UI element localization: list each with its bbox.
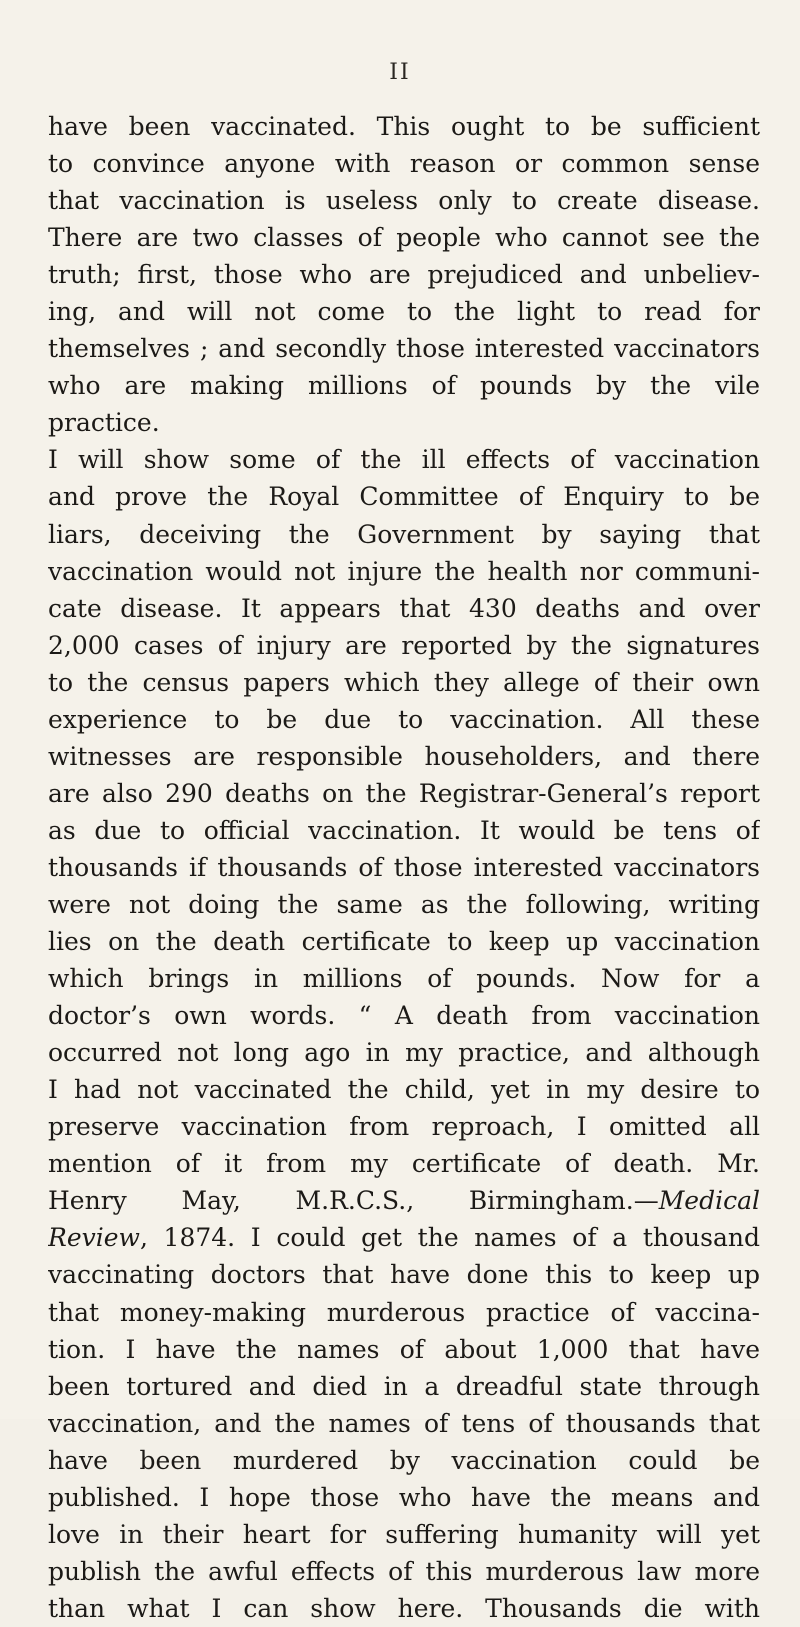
text-line: [48, 330, 760, 367]
text-line: [48, 590, 760, 627]
text-line: [48, 1108, 760, 1145]
line-text: vaccination would not injure the health nor communi-: [48, 556, 760, 586]
text-line: [48, 812, 760, 849]
text-line: [48, 627, 760, 664]
text-line: [48, 1034, 760, 1071]
text-line: [48, 1405, 760, 1442]
line-text: that vaccination is useless only to create disease.: [48, 186, 760, 216]
text-line: [48, 516, 760, 553]
text-line: [48, 923, 760, 960]
text-line: [48, 886, 760, 923]
text-line: [48, 1368, 760, 1405]
line-text: ing, and will not come to the light to read for: [48, 297, 760, 327]
line-text: have been vaccinated. This ought to be sufficient: [48, 112, 760, 141]
text-line: [48, 182, 760, 219]
line-text: witnesses are responsible householders, and there: [48, 741, 760, 771]
text-line: [48, 1590, 760, 1627]
line-text: to the census papers which they allege of their own: [48, 667, 760, 697]
line-text: than what I can show here. Thousands die with: [48, 1593, 760, 1623]
text-line: [48, 1331, 760, 1368]
line-text: doctor’s own words. “ A death from vaccination: [48, 1001, 760, 1031]
text-line: [48, 1182, 760, 1219]
text-line: [48, 849, 760, 886]
line-text: which brings in millions of pounds. Now for a: [48, 964, 760, 994]
italic-text: Review: [48, 1223, 140, 1253]
line-text: thousands if thousands of those interested vaccinators: [48, 852, 760, 882]
text-line: [48, 553, 760, 590]
line-text: vaccinating doctors that have done this to keep up: [48, 1260, 760, 1290]
line-text: Henry May, M.R.C.S., Birmingham.—: [48, 1186, 659, 1216]
line-text: love in their heart for suffering humanity will yet: [48, 1519, 760, 1549]
text-line: [48, 441, 760, 478]
text-line: [48, 404, 760, 441]
line-text: preserve vaccination from reproach, I omitted all: [48, 1112, 760, 1142]
line-text: published. I hope those who have the means and: [48, 1482, 760, 1512]
line-text: occurred not long ago in my practice, and although: [48, 1038, 760, 1068]
line-text: publish the awful effects of this murderous law more: [48, 1556, 760, 1586]
line-text: practice.: [48, 408, 160, 438]
line-text: experience to be due to vaccination. All these: [48, 704, 760, 734]
text-line: [48, 1145, 760, 1182]
line-text: been tortured and died in a dreadful state through: [48, 1371, 760, 1401]
text-line: [48, 1479, 760, 1516]
line-text: cate disease. It appears that 430 deaths and over: [48, 593, 760, 623]
line-text: There are two classes of people who cannot see the: [48, 223, 760, 253]
text-line: [48, 775, 760, 812]
text-line: [48, 1071, 760, 1108]
line-text: to convince anyone with reason or common sense: [48, 149, 760, 179]
line-text: themselves ; and secondly those interested vaccinators: [48, 334, 760, 364]
text-line: [48, 256, 760, 293]
line-text: that money-making murderous practice of vaccina-: [48, 1297, 760, 1327]
line-text: I had not vaccinated the child, yet in my desire to: [48, 1075, 760, 1105]
text-line: [48, 1516, 760, 1553]
text-line: [48, 701, 760, 738]
text-line: [48, 1219, 760, 1256]
line-text: , 1874. I could get the names of a thousand: [139, 1223, 760, 1253]
text-line: [48, 293, 760, 330]
text-line: [48, 997, 760, 1034]
text-line: [48, 960, 760, 997]
line-text: and prove the Royal Committee of Enquiry to be: [48, 482, 760, 512]
line-text: who are making millions of pounds by the vile: [48, 371, 760, 401]
line-text: tion. I have the names of about 1,000 that have: [48, 1334, 760, 1364]
text-line: [48, 145, 760, 182]
line-text: are also 290 deaths on the Registrar-General’s report: [48, 778, 760, 808]
text-line: [48, 738, 760, 775]
line-text: truth; first, those who are prejudiced and unbeliev-: [48, 260, 760, 290]
page-number: II: [389, 60, 411, 85]
text-line: [48, 1294, 760, 1331]
text-line: [48, 1442, 760, 1479]
italic-text: Medical: [658, 1186, 760, 1216]
text-line: [48, 1553, 760, 1590]
text-line: [48, 367, 760, 404]
line-text: 2,000 cases of injury are reported by the signatures: [48, 630, 760, 660]
body-text: [48, 108, 760, 1627]
text-line: [48, 1256, 760, 1293]
text-line: [48, 664, 760, 701]
text-line: [48, 478, 760, 515]
line-text: were not doing the same as the following, writing: [48, 889, 760, 919]
text-line: [48, 219, 760, 256]
line-text: I will show some of the ill effects of vaccination: [48, 445, 760, 475]
line-text: have been murdered by vaccination could be: [48, 1445, 760, 1475]
line-text: lies on the death certificate to keep up vaccination: [48, 927, 760, 957]
line-text: liars, deceiving the Government by saying that: [48, 519, 760, 549]
line-text: vaccination, and the names of tens of thousands that: [48, 1408, 760, 1438]
line-text: as due to official vaccination. It would be tens of: [48, 815, 760, 845]
line-text: mention of it from my certificate of death. Mr.: [48, 1149, 760, 1179]
text-line: [48, 108, 760, 145]
